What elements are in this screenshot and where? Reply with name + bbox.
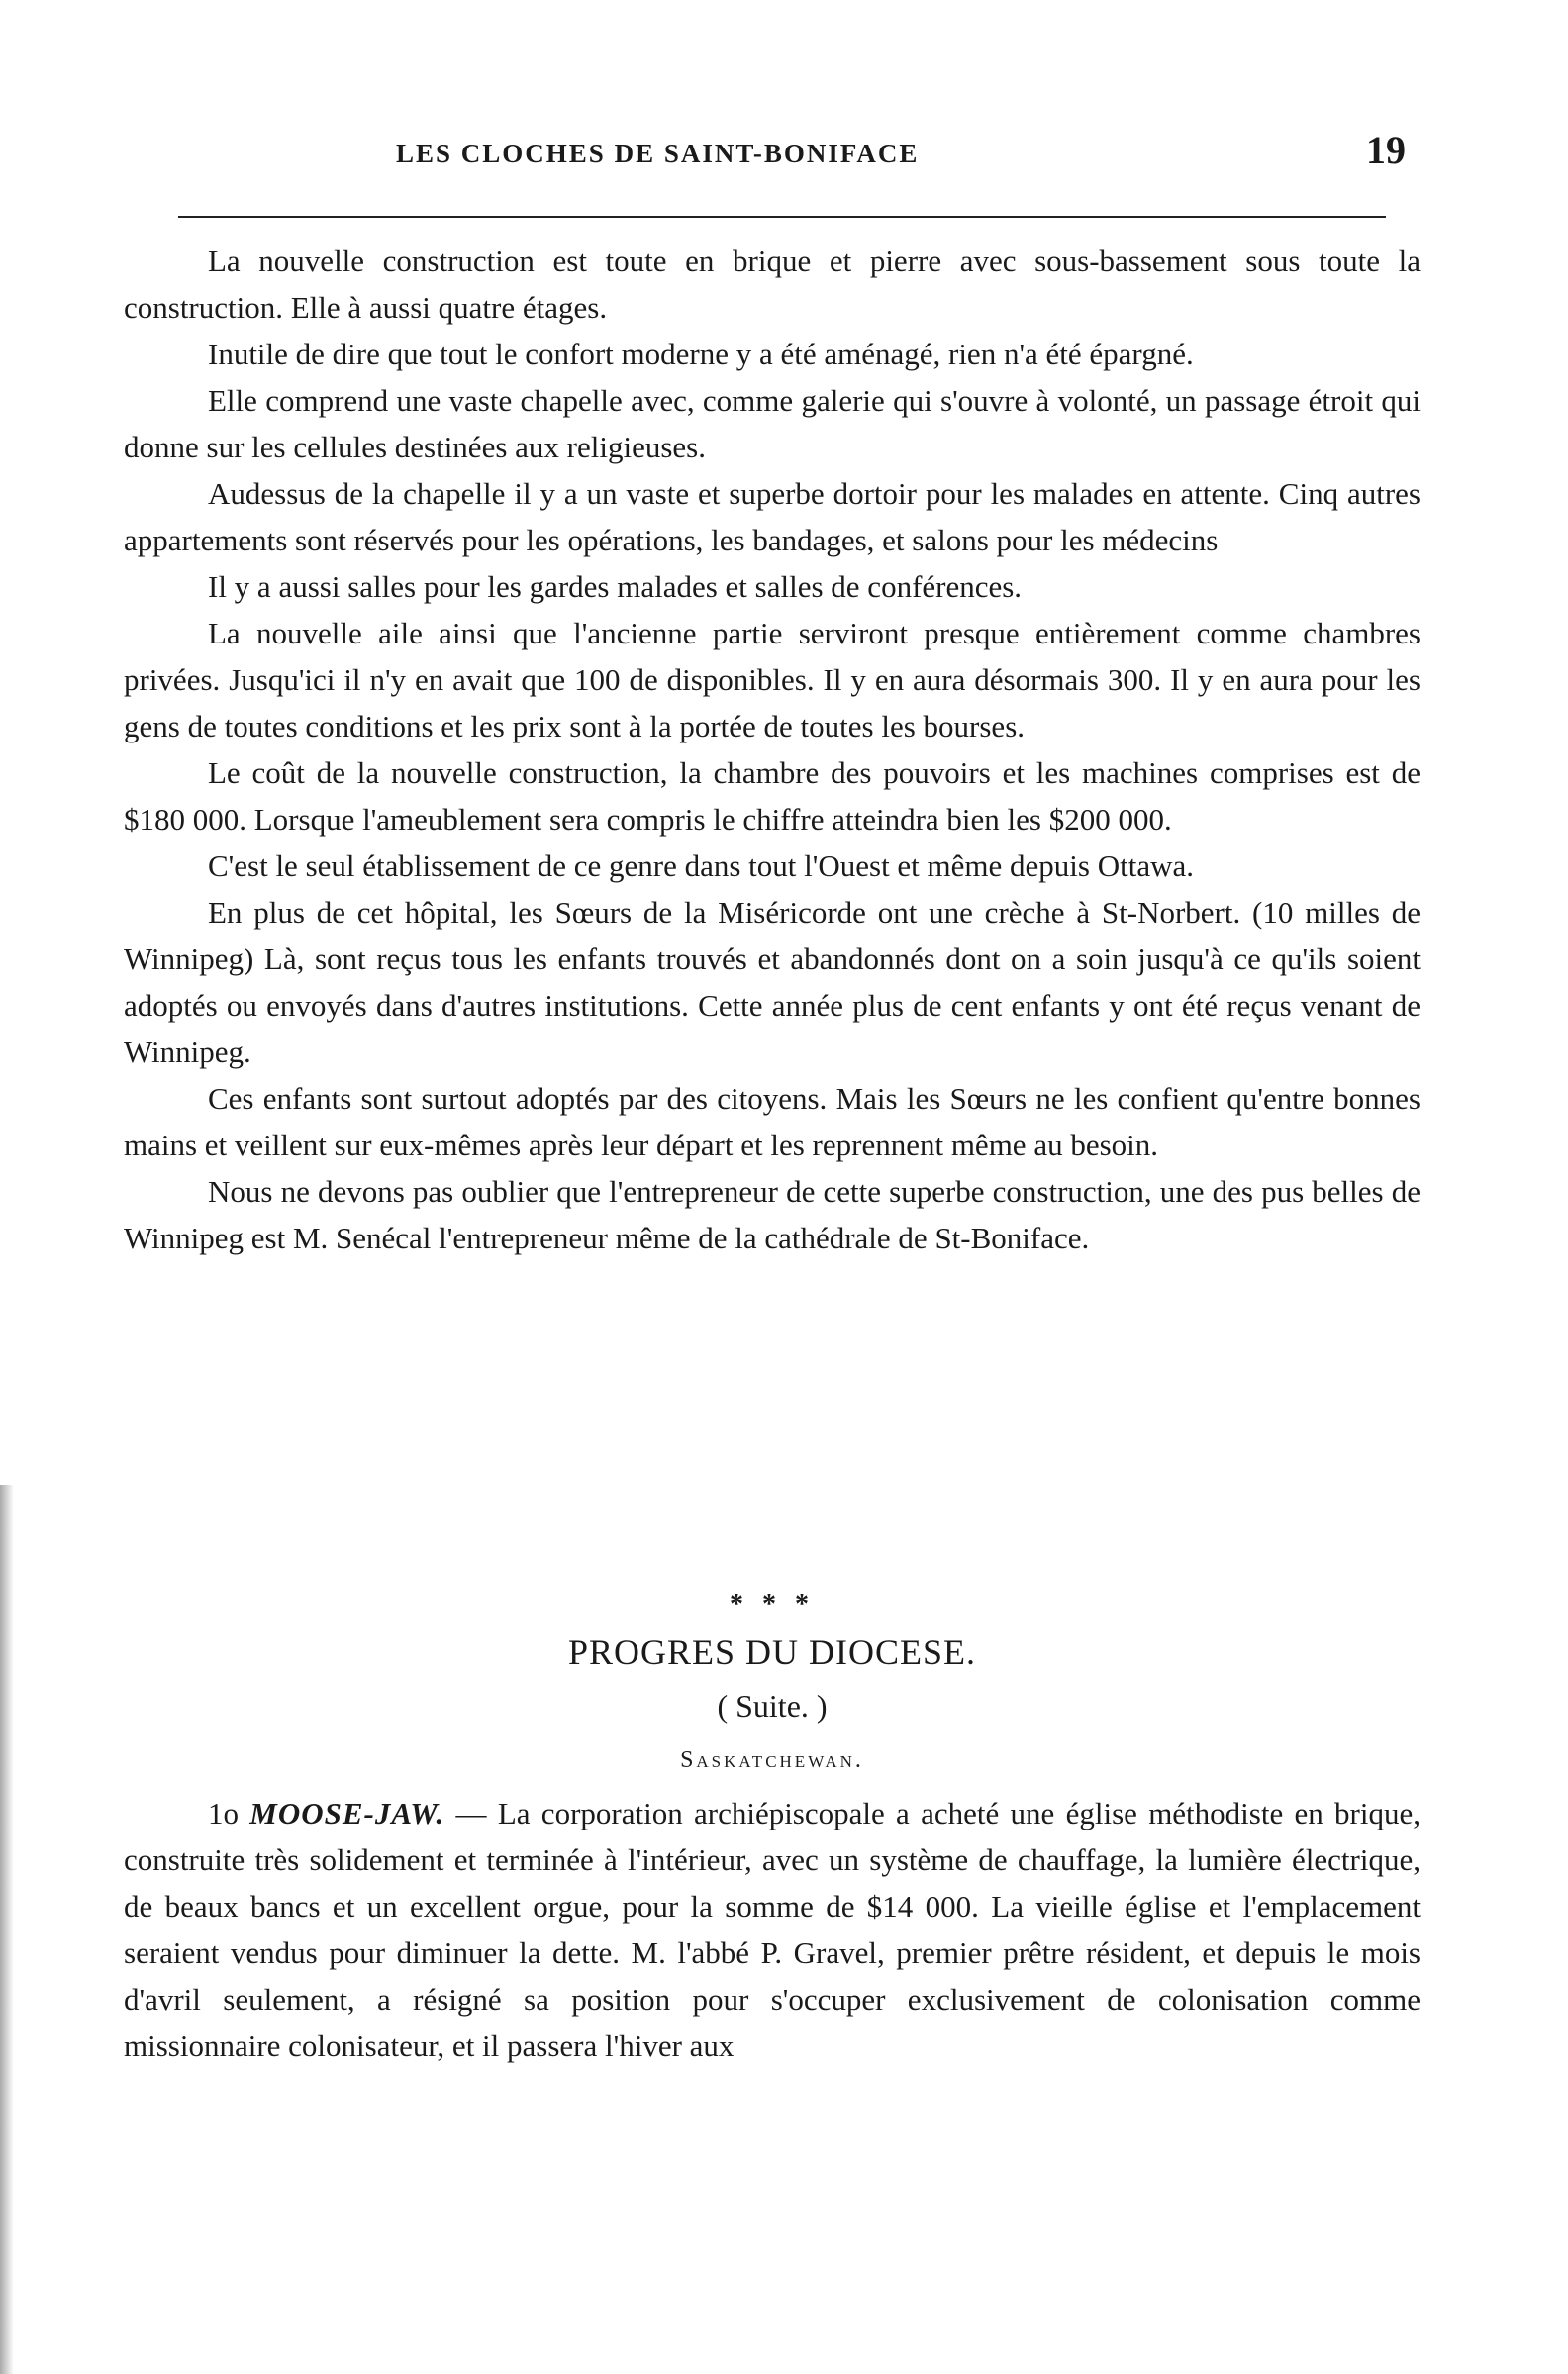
paragraph: En plus de cet hôpital, les Sœurs de la Miséricorde ont une crèche à St-Norbert. (10 milles de Winnipeg) Là, sont reçus tous les enfants trouvés et abandonnés dont on a soin jusqu'à ce qu'ils soient adoptés ou envoyés dans d'autres institutions. Cette année plus de cent enfants y ont été reçus venant de Winnipeg. <box>124 895 1421 1069</box>
paragraph: Le coût de la nouvelle construction, la chambre des pouvoirs et les machines comprises est de $180 000. Lorsque l'ameublement sera compris le chiffre atteindra bien les $200 000. <box>124 755 1421 837</box>
paragraph: Inutile de dire que tout le confort moderne y a été aménagé, rien n'a été épargné. <box>208 337 1194 371</box>
paragraph: Nous ne devons pas oublier que l'entrepreneur de cette superbe construction, une des pus belles de Winnipeg est M. Senécal l'entrepreneur même de la cathédrale de St-Boniface. <box>124 1174 1421 1255</box>
paragraph: La nouvelle construction est toute en brique et pierre avec sous-bassement sous toute la construction. Elle à aussi quatre étages. <box>124 244 1421 325</box>
page-header <box>129 127 1406 186</box>
item-label: MOOSE-JAW. <box>249 1796 445 1830</box>
section-title: PROGRES DU DIOCESE. <box>567 1632 977 1672</box>
paragraph: Ces enfants sont surtout adoptés par des citoyens. Mais les Sœurs ne les confient qu'entre bonnes mains et veillent sur eux-mêmes après leur départ et les reprennent même au besoin. <box>124 1081 1421 1162</box>
section-subtitle: ( Suite. ) <box>717 1688 828 1724</box>
section-separator: * * * <box>730 1589 815 1620</box>
paragraph: Audessus de la chapelle il y a un vaste et superbe dortoir pour les malades en attente. Cinq autres appartements sont réservés pour les opérations, les bandages, et salons pour les médecins <box>124 476 1421 557</box>
running-title: LES CLOCHES DE SAINT-BONIFACE <box>396 139 920 168</box>
paragraph: C'est le seul établissement de ce genre dans tout l'Ouest et même depuis Ottawa. <box>208 848 1194 883</box>
header-rule <box>178 216 1386 218</box>
scan-edge-shadow <box>0 1485 14 2374</box>
paragraph: Elle comprend une vaste chapelle avec, comme galerie qui s'ouvre à volonté, un passage étroit qui donne sur les cellules destinées aux religieuses. <box>124 383 1421 464</box>
section-region-heading: Saskatchewan. <box>680 1747 864 1773</box>
paragraph: Il y a aussi salles pour les gardes malades et salles de conférences. <box>208 569 1023 604</box>
item-text: — La corporation archiépiscopale a acheté une église méthodiste en brique, construite très solidement et terminée à l'intérieur, avec un système de chauffage, la lumière électrique, de beaux bancs et un excellent orgue, pour la somme de $14 000. La vieille église et l'emplacement seraient vendus pour diminuer la dette. M. l'abbé P. Gravel, premier prêtre résident, et depuis le mois d'avril seulement, a résigné sa position pour s'occuper exclusivement de colonisation comme missionnaire colonisateur, et il passera l'hiver aux <box>124 1796 1421 2063</box>
body-text <box>124 238 1421 1261</box>
paragraph <box>124 1790 1421 2069</box>
section-body <box>124 1790 1421 2069</box>
item-number: 1o <box>208 1796 239 1830</box>
paragraph: La nouvelle aile ainsi que l'ancienne partie serviront presque entièrement comme chambres privées. Jusqu'ici il n'y en avait que 100 de disponibles. Il y en aura désormais 300. Il y en aura pour les gens de toutes conditions et les prix sont à la portée de toutes les bourses. <box>124 616 1421 743</box>
page-number: 19 <box>1366 128 1406 172</box>
